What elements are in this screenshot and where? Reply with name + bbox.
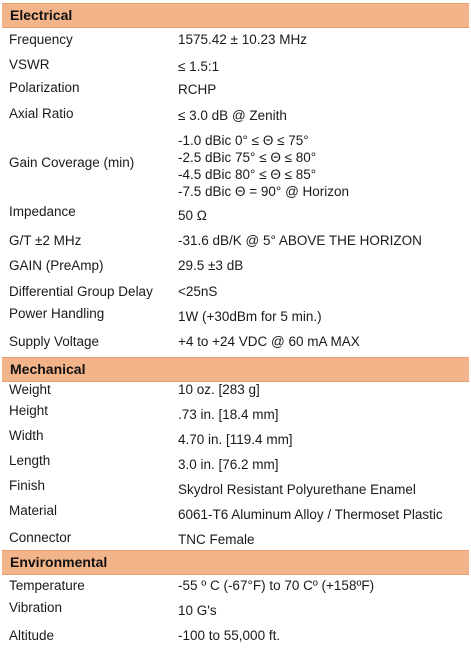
spec-label: Supply Voltage: [9, 334, 100, 349]
spec-value: 1575.42 ± 10.23 MHz: [178, 32, 307, 47]
spec-label: Differential Group Delay: [9, 284, 153, 299]
spec-label: Vibration: [9, 600, 63, 615]
spec-value: 10 G's: [178, 603, 217, 618]
section-title: Environmental: [10, 554, 108, 570]
spec-value: 3.0 in. [76.2 mm]: [178, 457, 279, 472]
section-header-electrical: [2, 3, 469, 28]
spec-value: 29.5 ±3 dB: [178, 258, 244, 273]
spec-label: GAIN (PreAmp): [9, 258, 104, 273]
spec-label: Altitude: [9, 628, 55, 643]
spec-value: 50 Ω: [178, 208, 207, 223]
spec-value: -55 º C (-67°F) to 70 Cº (+158ºF): [178, 578, 375, 593]
spec-value: Skydrol Resistant Polyurethane Enamel: [178, 482, 416, 497]
spec-label: G/T ±2 MHz: [9, 233, 82, 248]
spec-value: +4 to +24 VDC @ 60 mA MAX: [178, 334, 360, 349]
spec-label: Frequency: [9, 32, 73, 47]
spec-value: 10 oz. [283 g]: [178, 382, 260, 397]
spec-value: RCHP: [178, 82, 217, 97]
spec-label: Connector: [9, 530, 72, 545]
spec-label: Axial Ratio: [9, 106, 74, 121]
spec-value: ≤ 3.0 dB @ Zenith: [178, 108, 287, 123]
spec-label: Impedance: [9, 204, 76, 219]
spec-label: Temperature: [9, 578, 85, 593]
spec-value: 4.70 in. [119.4 mm]: [178, 432, 293, 447]
spec-label: Polarization: [9, 80, 80, 95]
spec-label: Width: [9, 428, 44, 443]
spec-label: Height: [9, 403, 49, 418]
spec-value: .73 in. [18.4 mm]: [178, 407, 279, 422]
spec-value: <25nS: [178, 284, 218, 299]
spec-label: Weight: [9, 382, 51, 397]
section-title: Mechanical: [10, 361, 86, 377]
gain-line: -4.5 dBic 80° ≤ Θ ≤ 85°: [178, 167, 317, 182]
gain-line: -2.5 dBic 75° ≤ Θ ≤ 80°: [178, 150, 317, 165]
gain-line: -1.0 dBic 0° ≤ Θ ≤ 75°: [178, 133, 309, 148]
spec-value: -100 to 55,000 ft.: [178, 628, 281, 643]
spec-label: Gain Coverage (min): [9, 155, 135, 170]
spec-label: Power Handling: [9, 306, 105, 321]
spec-value: 1W (+30dBm for 5 min.): [178, 309, 322, 324]
section-title: Electrical: [10, 7, 73, 23]
spec-value: 6061-T6 Aluminum Alloy / Thermoset Plastic: [178, 507, 443, 522]
spec-label: VSWR: [9, 57, 50, 72]
spec-label: Length: [9, 453, 51, 468]
spec-value-lines: [178, 132, 349, 200]
spec-value: ≤ 1.5:1: [178, 59, 220, 74]
gain-line: -7.5 dBic Θ = 90° @ Horizon: [178, 184, 350, 199]
section-header-environmental: [2, 550, 469, 575]
spec-label: Material: [9, 503, 58, 518]
spec-label: Finish: [9, 478, 46, 493]
spec-value: TNC Female: [178, 532, 255, 547]
spec-value: -31.6 dB/K @ 5° ABOVE THE HORIZON: [178, 233, 422, 248]
section-header-mechanical: [2, 357, 469, 382]
